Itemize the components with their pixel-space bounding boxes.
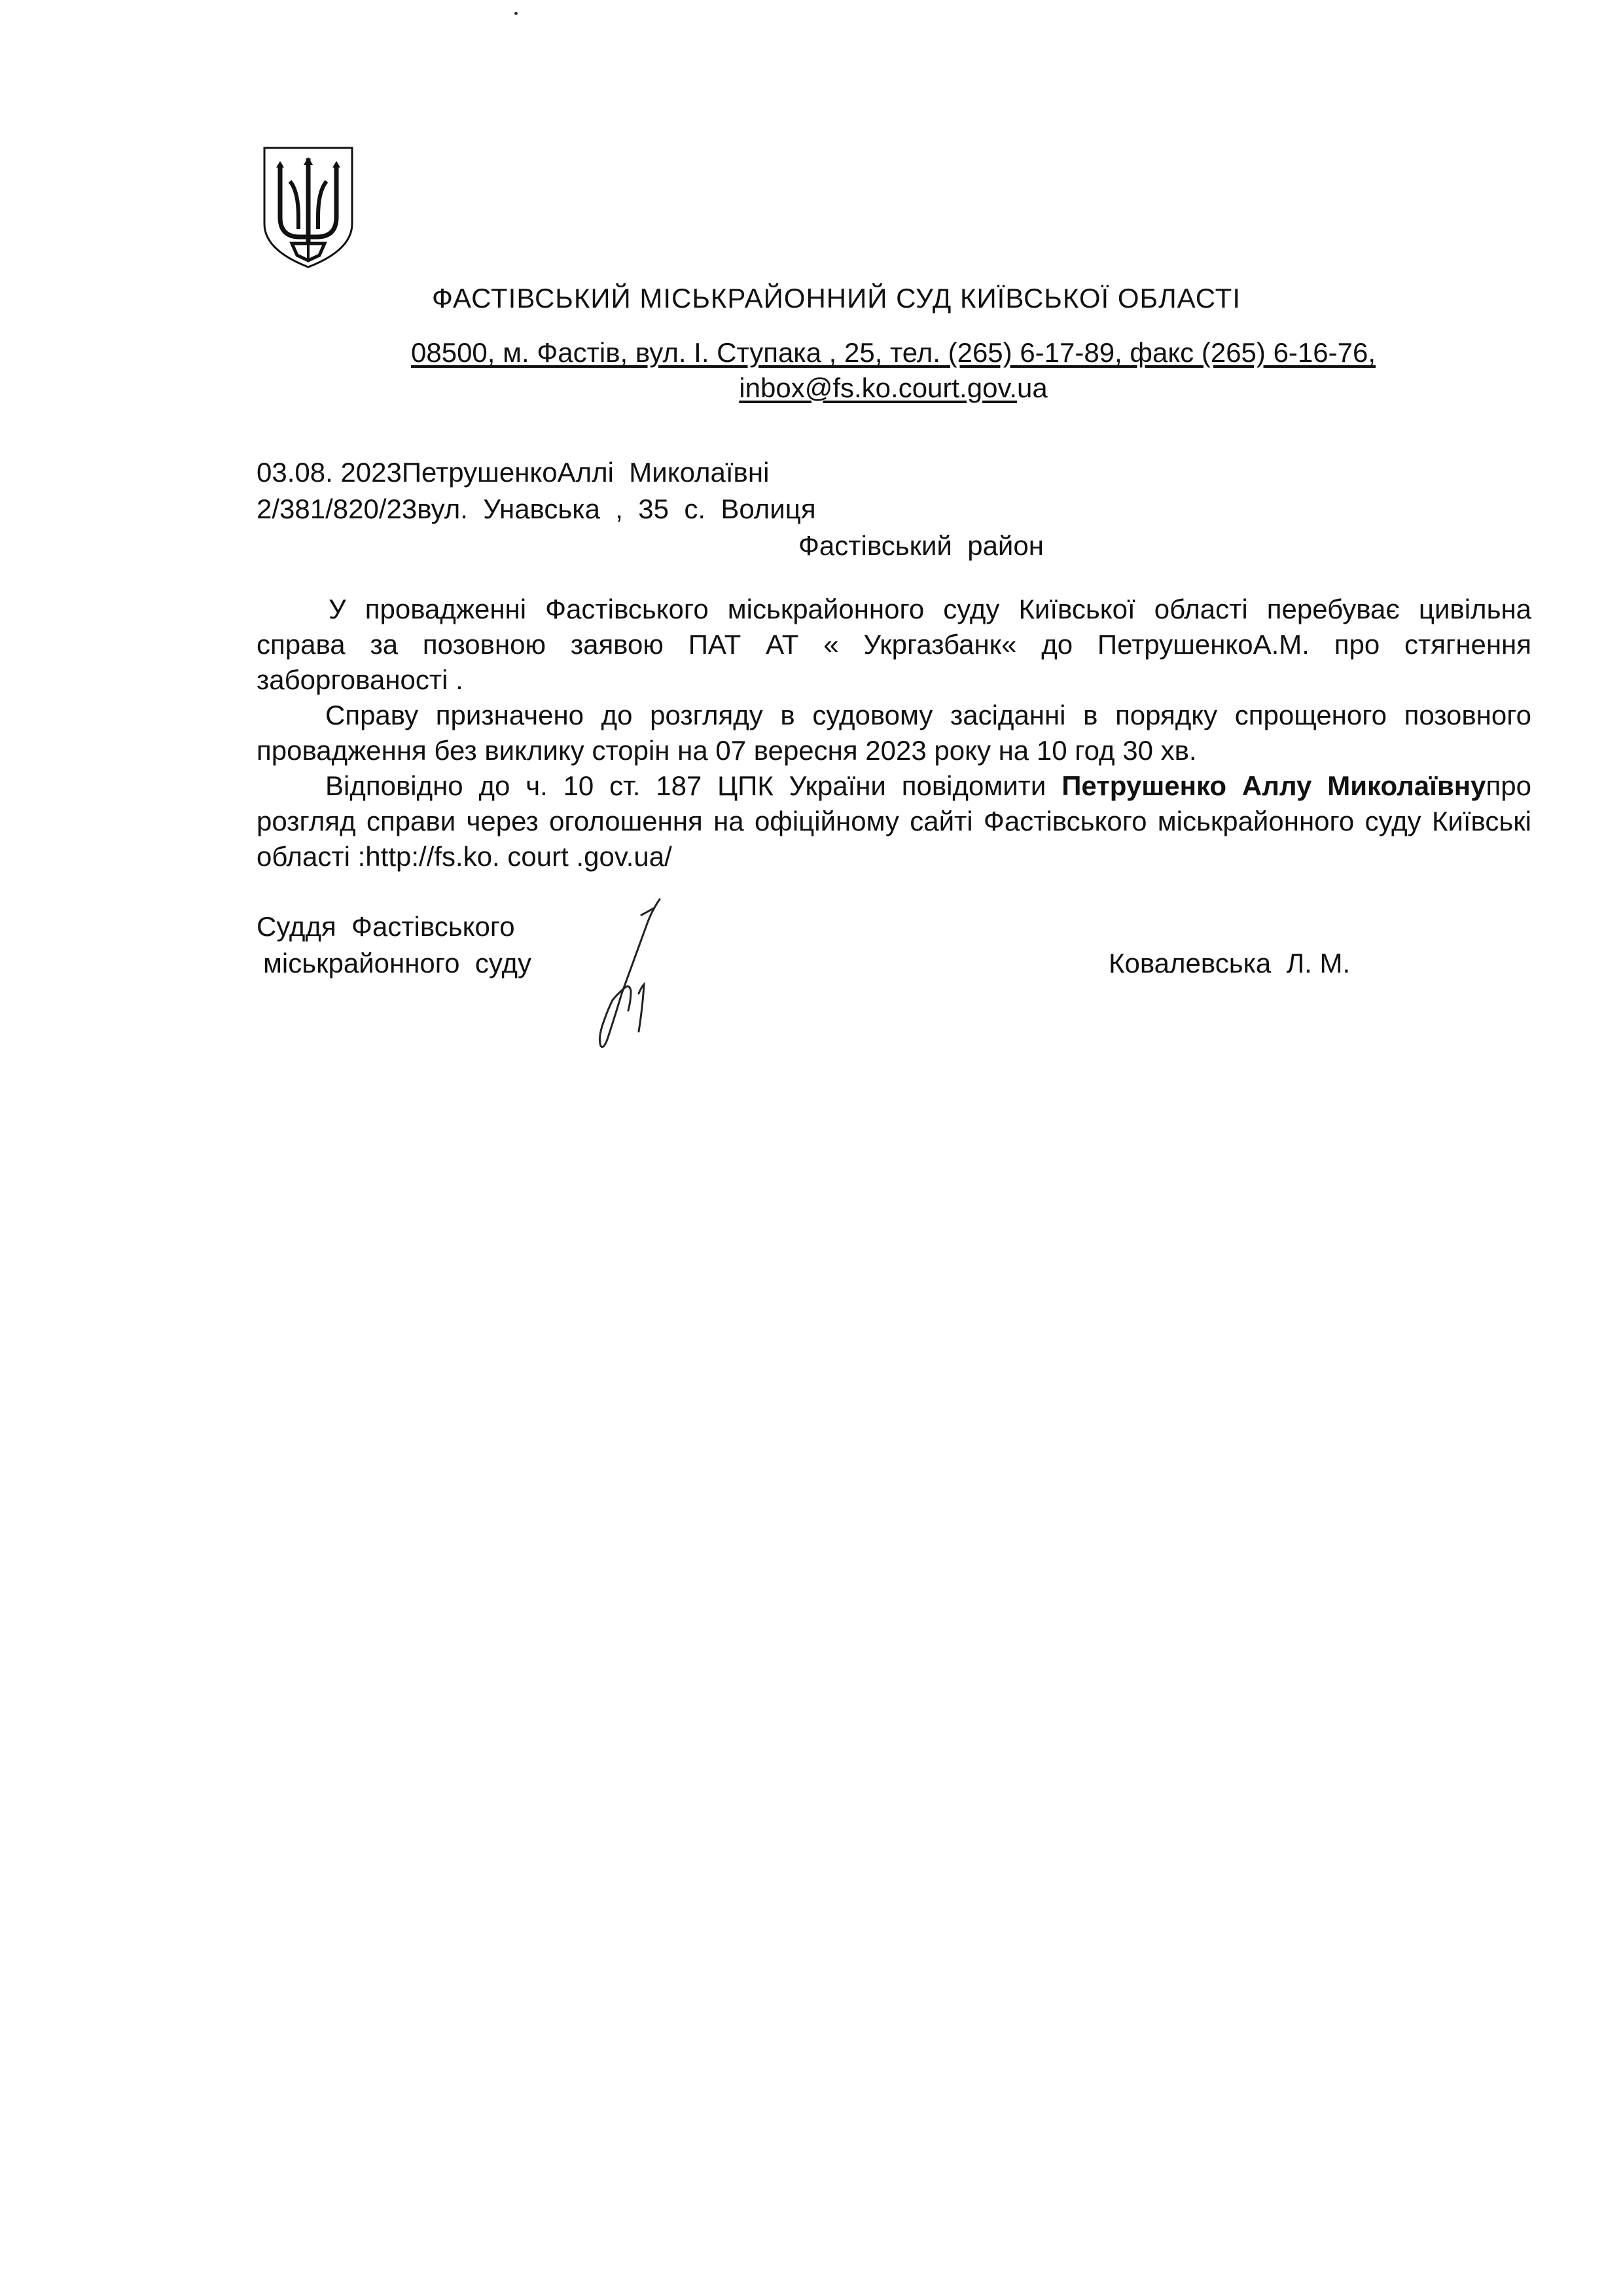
date-and-recipient: 03.08. 2023ПетрушенкоАллі Миколаївні: [257, 457, 770, 488]
address-line: 08500, м. Фастів, вул. І. Ступака , 25, тел. (265) 6-17-89, факс (265) 6-16-76,: [411, 337, 1376, 368]
paragraph-notification: [257, 768, 1531, 874]
case-number-and-address: 2/381/820/23вул. Унавська , 35 с. Волиця: [257, 493, 816, 524]
paragraph-case-info: У провадженні Фастівського міськрайонного суду Київської області перебуває цивільна справа за позовною заявою ПАТ АТ « Укргазбанк« до ПетрушенкоА.М. про стягнення заборгованості .: [257, 594, 1531, 695]
paragraph-hearing-date: Справу призначено до розгляду в судовому засіданні в порядку спрощеного позовного провадження без виклику сторін на 07 вересня 2023 року на 10 год 30 хв.: [257, 700, 1531, 766]
court-address: [357, 335, 1430, 406]
signature-block: [257, 908, 531, 982]
notification-end: про розгляд справи через оголошення на офіційному сайті Фастівського міськрайонного суду Київські області :http://fs.ko. court .gov.ua/: [257, 770, 1531, 872]
court-email-link[interactable]: inbox@fs.ko.court.gov.: [739, 372, 1017, 403]
scan-artifact: [514, 12, 518, 15]
defendant-name: Петрушенко Аллу Миколаївну: [1061, 770, 1486, 801]
handwritten-signature: [576, 895, 674, 1059]
recipient-block: [257, 454, 1044, 564]
notification-start: Відповідно до ч. 10 ст. 187 ЦПК України повідомити: [325, 770, 1062, 801]
letter-body: [257, 592, 1531, 874]
judge-name: Ковалевська Л. М.: [1109, 948, 1351, 978]
judge-title-line-2: міськрайонного суду: [263, 948, 531, 978]
court-email-suffix: ua: [1017, 372, 1048, 403]
recipient-district: Фастівський район: [798, 530, 1044, 561]
court-name: ФАСТІВСЬКИЙ МІСЬКРАЙОННИЙ СУД КИЇВСЬКОЇ ОБЛАСТІ: [431, 283, 1241, 314]
trident-coat-of-arms-icon: [260, 145, 356, 270]
judge-title-line-1: Суддя Фастівського: [257, 911, 515, 942]
